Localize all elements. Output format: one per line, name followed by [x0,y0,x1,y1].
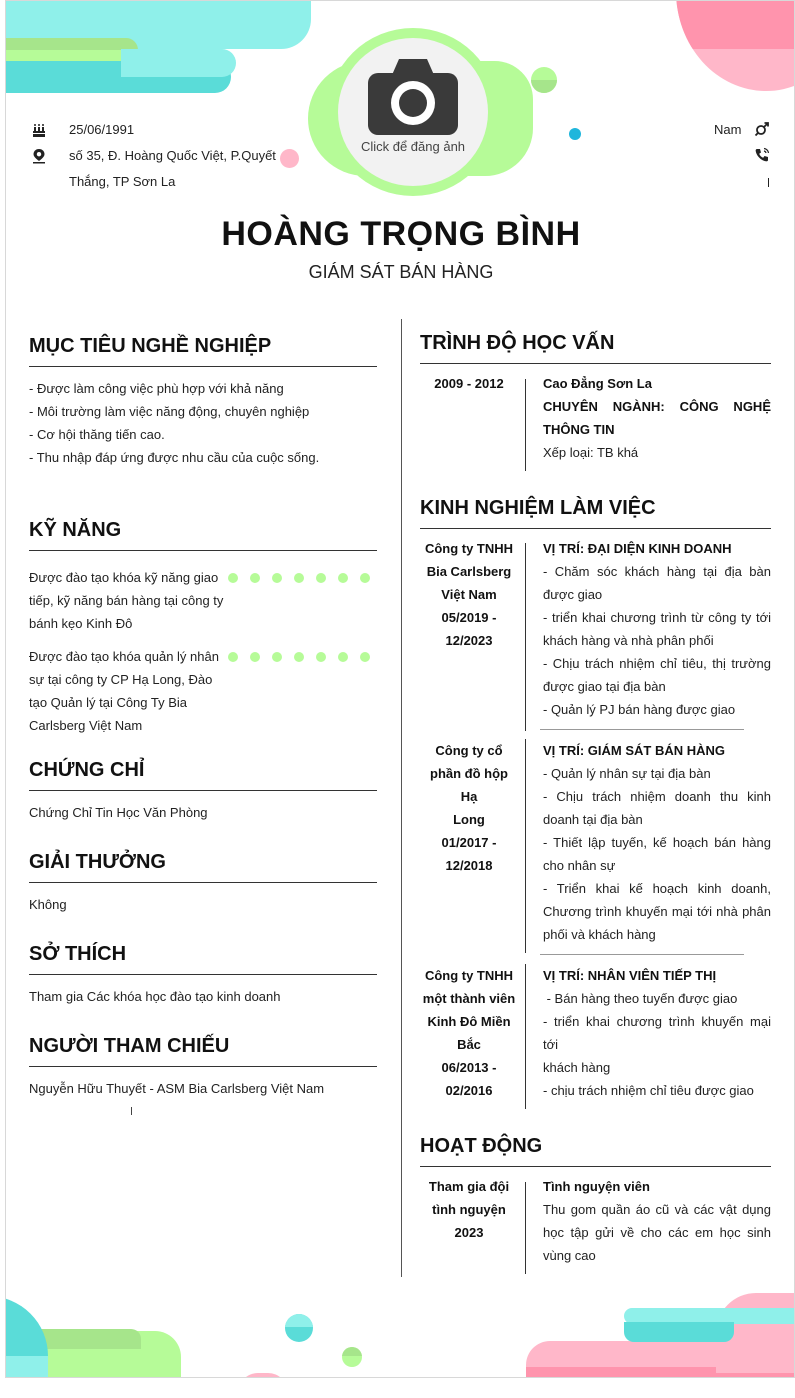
certificates-title: CHỨNG CHỈ [29,759,145,781]
rating-dot [316,573,326,583]
job-duty: - triển khai chương trình khuyến mại tới [543,1014,771,1052]
address-line-1: số 35, Đ. Hoàng Quốc Việt, P.Quyết [69,148,276,163]
job-company-line: Công ty TNHH [424,968,514,983]
rating-dot [360,573,370,583]
job-details [543,537,771,721]
rating-dot [228,573,238,583]
skills-rule [29,550,377,551]
job-duty: khách hàng [543,1060,611,1075]
activity-timeline-line [525,1182,526,1274]
skill-line: tiếp, kỹ năng bán hàng tại công ty [29,593,224,608]
skill-line: bánh kẹo Kinh Đô [29,616,133,631]
job-details [543,739,771,946]
activity-desc: vùng cao [543,1248,596,1263]
activity-name [420,1175,518,1244]
candidate-name: HOÀNG TRỌNG BÌNH [221,215,581,253]
decor-lime-shade [5,38,138,50]
rating-dot [338,652,348,662]
education-details [543,372,771,464]
experience-rule [420,528,771,529]
job-period: 12/2018 [445,858,493,873]
job-details [543,964,771,1102]
job-duty: - Quản lý nhân sự tại địa bàn [543,766,711,781]
job-period: 01/2017 - [441,835,497,850]
rating-dot [250,652,260,662]
job-company-line: Công ty cổ [435,743,503,758]
education-major: THÔNG TIN [543,422,615,437]
birthday-cake-icon [31,122,47,138]
activity-line: Tham gia đội [428,1179,510,1194]
job-duty: phối và khách hàng [543,927,656,942]
education-title: TRÌNH ĐỘ HỌC VẤN [420,332,615,354]
job-duty: cho nhân sự [543,858,616,873]
skills-title: KỸ NĂNG [29,519,122,541]
job-separator [540,954,744,955]
activity-desc: học tập gửi về cho các em học sinh [543,1225,771,1240]
decor-cyan-blob [5,1356,48,1378]
education-major: CHUYÊN NGÀNH: CÔNG NGHỆ [543,399,771,414]
job-duty: - Quản lý PJ bán hàng được giao [543,702,736,717]
job-role: VỊ TRÍ: ĐẠI DIỆN KINH DOANH [543,541,732,556]
rating-dot [294,652,304,662]
cv-page [5,0,795,1378]
skill-rating [228,652,370,662]
experience-title: KINH NGHIỆM LÀM VIỆC [420,497,656,519]
objective-line: - Được làm công việc phù hợp với khả năng [29,381,284,396]
location-pin-icon [31,148,47,164]
job-company-line: Việt Nam [441,587,497,602]
job-timeline-line [525,964,526,1109]
education-timeline-line [525,379,526,471]
job-company-line: Công ty TNHH [424,541,514,556]
candidate-position: GIÁM SÁT BÁN HÀNG [308,262,494,282]
job-separator [540,729,744,730]
decor-cyan-dot [569,128,581,140]
job-company [420,537,518,652]
job-company-line: Kinh Đô Miền [427,1014,511,1029]
job-duty: Chương trình khuyến mại tới nhà phân [543,904,771,919]
rating-dot [228,652,238,662]
awards-text: Không [29,897,67,912]
activities-rule [420,1166,771,1167]
education-period: 2009 - 2012 [434,376,504,391]
references-text: Nguyễn Hữu Thuyết - ASM Bia Carlsberg Việt Nam [29,1081,325,1096]
job-duty: - Chịu trách nhiệm doanh thu kinh [543,789,771,804]
references-title: NGƯỜI THAM CHIẾU [29,1035,230,1057]
job-period: 06/2013 - [441,1060,497,1075]
education-rule [420,363,771,364]
rating-dot [316,652,326,662]
job-company-line: Long [453,812,485,827]
job-role: VỊ TRÍ: GIÁM SÁT BÁN HÀNG [543,743,725,758]
education-school: Cao Đẳng Sơn La [543,376,652,391]
decor-pink-circle [676,0,795,91]
objective-line: - Thu nhập đáp ứng được nhu cầu của cuộc sống. [29,450,320,465]
hobbies-title: SỞ THÍCH [29,943,127,965]
skill-line: sự tại công ty CP Hạ Long, Đào [29,672,213,687]
activity-details [543,1175,771,1267]
certificates-rule [29,790,377,791]
skill-line: Được đào tạo khóa quản lý nhân [29,649,219,664]
rating-dot [272,652,282,662]
job-role: VỊ TRÍ: NHÂN VIÊN TIẾP THỊ [543,968,717,983]
phone-icon [754,147,770,163]
decor-teal-dot [285,1314,313,1342]
objective-line: - Cơ hội thăng tiến cao. [29,427,165,442]
decor-lime-dot [342,1347,362,1367]
job-duty: - chịu trách nhiệm chỉ tiêu được giao [543,1083,754,1098]
photo-upload-label[interactable]: Click để đăng ảnh [360,139,466,154]
hobbies-text: Tham gia Các khóa học đào tạo kinh doanh [29,989,281,1004]
decor-pink-dot [280,149,299,168]
column-divider [401,319,402,1277]
job-company-line: Bia Carlsberg [426,564,512,579]
job-duty: được giao tại địa bàn [543,679,666,694]
job-company [420,739,518,877]
job-duty: doanh tại địa bàn [543,812,643,827]
references-rule [29,1066,377,1067]
decor-pink-drop [238,1373,288,1378]
skill-line: Được đào tạo khóa kỹ năng giao [29,570,219,585]
job-duty: được giao [543,587,603,602]
objective-line: - Môi trường làm việc năng động, chuyên nghiệp [29,404,310,419]
text-cursor [131,1107,132,1115]
job-duty: - Chịu trách nhiệm chỉ tiêu, thị trường [543,656,771,671]
camera-icon[interactable] [366,57,460,137]
job-duty: - Chăm sóc khách hàng tại địa bàn [543,564,771,579]
skill-item [29,645,219,737]
activity-role: Tình nguyện viên [543,1179,650,1194]
objective-rule [29,366,377,367]
objective-title: MỤC TIÊU NGHỀ NGHIỆP [29,335,272,357]
job-company-line: phần đồ hộp Hạ [430,766,508,804]
job-company-line: Bắc [457,1037,481,1052]
job-period: 05/2019 - [441,610,497,625]
skill-rating [228,573,370,583]
job-duty: khách hàng và nhà phân phối [543,633,714,648]
activities-title: HOẠT ĐỘNG [420,1135,543,1157]
job-duty: - Bán hàng theo tuyến được giao [543,991,738,1006]
job-company [420,964,518,1102]
certificates-text: Chứng Chỉ Tin Học Văn Phòng [29,805,208,820]
education-grade: Xếp loại: TB khá [543,445,639,460]
activity-year: 2023 [454,1225,484,1240]
decor-teal-strip [624,1322,734,1342]
address-line-2: Thắng, TP Sơn La [69,174,176,189]
objective-list [29,377,319,469]
job-timeline-line [525,739,526,953]
activity-desc: Thu gom quần áo cũ và các vật dụng [543,1202,771,1217]
rating-dot [294,573,304,583]
decor-cyan-strip [121,49,236,77]
skill-line: Carlsberg Việt Nam [29,718,143,733]
skill-item [29,566,223,635]
gender-text: Nam [714,122,742,137]
text-cursor [768,178,769,187]
rating-dot [272,573,282,583]
rating-dot [250,573,260,583]
rating-dot [360,652,370,662]
job-period: 12/2023 [445,633,493,648]
job-company-line: một thành viên [422,991,516,1006]
job-duty: - Thiết lập tuyến, kế hoạch bán hàng [543,835,771,850]
awards-title: GIẢI THƯỞNG [29,851,166,873]
job-duty: - Triển khai kế hoạch kinh doanh, [543,881,771,896]
gender-icon [754,121,770,137]
activity-line: tình nguyện [432,1202,506,1217]
birthday-text: 25/06/1991 [69,122,135,137]
hobbies-rule [29,974,377,975]
job-period: 02/2016 [445,1083,493,1098]
job-duty: - triển khai chương trình từ công ty tới [543,610,771,625]
awards-rule [29,882,377,883]
decor-lime-dot [531,67,557,93]
decor-lime-shade [36,1329,141,1349]
skill-line: tạo Quản lý tại Công Ty Bia [29,695,188,710]
rating-dot [338,573,348,583]
job-timeline-line [525,543,526,731]
